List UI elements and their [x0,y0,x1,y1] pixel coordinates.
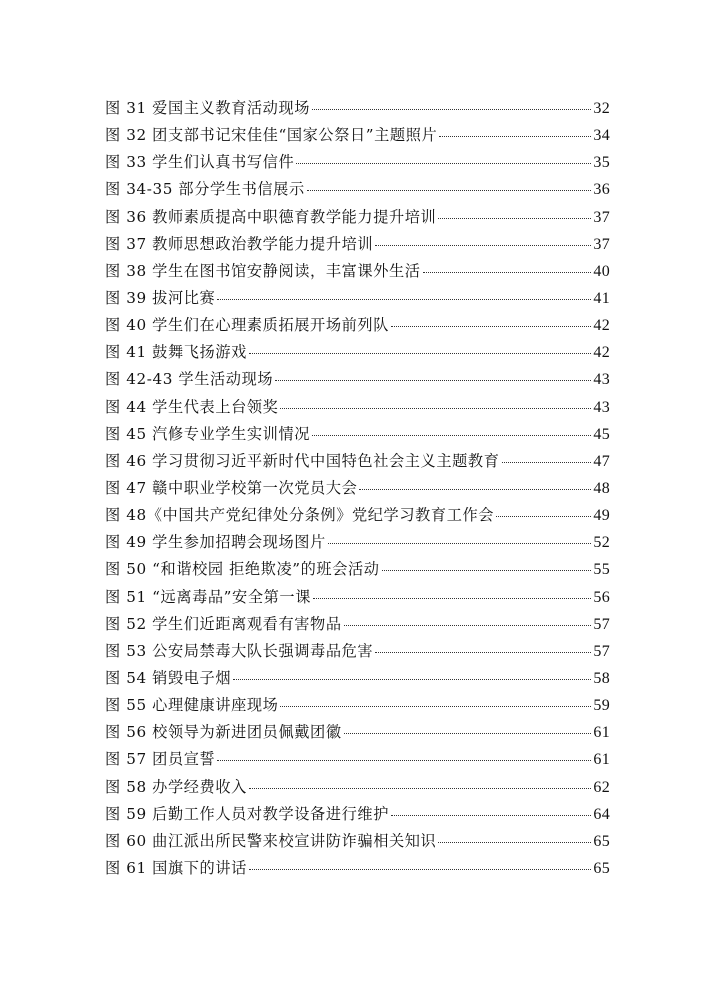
toc-entry[interactable] [105,584,610,611]
dot-leader [296,162,591,164]
toc-entry[interactable] [105,774,610,801]
toc-entry-page-number: 65 [593,832,610,850]
figure-index-list [105,95,610,882]
dot-leader [423,271,592,273]
toc-entry-page-number: 65 [593,859,610,877]
toc-entry-page-number: 37 [593,235,610,253]
dot-leader [438,841,591,843]
toc-entry-title: 图 45 汽修专业学生实训情况 [105,424,311,443]
toc-entry[interactable] [105,502,610,529]
toc-entry-title: 图 60 曲江派出所民警来校宣讲防诈骗相关知识 [105,831,437,850]
toc-entry-title: 图 54 销毁电子烟 [105,668,232,687]
toc-entry-page-number: 64 [593,805,610,823]
dot-leader [233,678,591,680]
toc-entry[interactable] [105,638,610,665]
dot-leader [328,542,592,544]
toc-entry[interactable] [105,394,610,421]
toc-entry-title: 图 38 学生在图书馆安静阅读，丰富课外生活 [105,261,421,280]
toc-entry[interactable] [105,529,610,556]
toc-entry[interactable] [105,828,610,855]
toc-entry-title: 图 51 “远离毒品”安全第一课 [105,587,311,606]
toc-entry-title: 图 59 后勤工作人员对教学设备进行维护 [105,804,389,823]
dot-leader [217,759,591,761]
toc-entry-page-number: 42 [593,344,610,362]
toc-entry[interactable] [105,475,610,502]
dot-leader [496,515,591,517]
toc-entry[interactable] [105,421,610,448]
toc-entry-page-number: 40 [593,262,610,280]
toc-entry[interactable] [105,122,610,149]
toc-entry-page-number: 47 [593,452,610,470]
toc-entry-page-number: 58 [593,669,610,687]
toc-entry-title: 图 34-35 部分学生书信展示 [105,180,305,199]
dot-leader [280,705,591,707]
dot-leader [439,135,591,137]
toc-entry-title: 图 56 校领导为新进团员佩戴团徽 [105,723,342,742]
toc-entry-page-number: 34 [593,127,610,145]
toc-entry-title: 图 46 学习贯彻习近平新时代中国特色社会主义主题教育 [105,451,500,470]
toc-entry[interactable] [105,665,610,692]
toc-entry-page-number: 52 [593,534,610,552]
toc-entry[interactable] [105,556,610,583]
dot-leader [391,325,591,327]
toc-entry-title: 图 52 学生们近距离观看有害物品 [105,614,342,633]
dot-leader [359,488,591,490]
toc-entry-title: 图 53 公安局禁毒大队长强调毒品危害 [105,641,374,660]
toc-entry-title: 图 44 学生代表上台领奖 [105,397,279,416]
toc-entry-title: 图 47 赣中职业学校第一次党员大会 [105,478,358,497]
toc-entry-page-number: 37 [593,208,610,226]
toc-entry[interactable] [105,692,610,719]
toc-entry-page-number: 43 [593,371,610,389]
toc-entry-page-number: 55 [593,561,610,579]
toc-entry-title: 图 39 拔河比赛 [105,288,216,307]
toc-entry-page-number: 57 [593,642,610,660]
dot-leader [312,434,591,436]
toc-entry-page-number: 43 [593,398,610,416]
toc-entry[interactable] [105,312,610,339]
dot-leader [375,244,591,246]
dot-leader [249,352,591,354]
toc-entry-title: 图 40 学生们在心理素质拓展开场前列队 [105,316,389,335]
dot-leader [344,732,592,734]
toc-entry-page-number: 36 [593,181,610,199]
dot-leader [249,868,591,870]
toc-entry-title: 图 50 “和谐校园 拒绝欺凌”的班会活动 [105,560,380,579]
dot-leader [344,624,592,626]
toc-entry-page-number: 48 [593,479,610,497]
toc-entry-title: 图 41 鼓舞飞扬游戏 [105,343,247,362]
toc-entry-title: 图 55 心理健康讲座现场 [105,696,279,715]
dot-leader [217,298,591,300]
toc-entry-page-number: 35 [593,154,610,172]
toc-entry-page-number: 59 [593,697,610,715]
toc-entry[interactable] [105,231,610,258]
dot-leader [313,597,591,599]
dot-leader [502,461,592,463]
toc-entry[interactable] [105,366,610,393]
dot-leader [280,407,591,409]
toc-entry[interactable] [105,611,610,638]
toc-entry[interactable] [105,176,610,203]
toc-entry-title: 图 48《中国共产党纪律处分条例》党纪学习教育工作会 [105,506,495,525]
dot-leader [375,651,591,653]
toc-entry[interactable] [105,719,610,746]
toc-entry-title: 图 32 团支部书记宋佳佳“国家公祭日”主题照片 [105,126,438,145]
toc-entry-page-number: 61 [593,724,610,742]
toc-entry-page-number: 49 [593,507,610,525]
dot-leader [307,189,592,191]
dot-leader [382,569,592,571]
dot-leader [275,379,591,381]
dot-leader [438,217,591,219]
toc-entry-title: 图 61 国旗下的讲话 [105,858,247,877]
toc-entry-title: 图 36 教师素质提高中职德育教学能力提升培训 [105,207,437,226]
toc-entry-page-number: 61 [593,751,610,769]
toc-entry-page-number: 42 [593,317,610,335]
toc-entry[interactable] [105,285,610,312]
toc-entry-page-number: 57 [593,615,610,633]
toc-entry-page-number: 45 [593,425,610,443]
toc-entry-title: 图 49 学生参加招聘会现场图片 [105,533,326,552]
toc-entry[interactable] [105,95,610,122]
toc-entry-title: 图 33 学生们认真书写信件 [105,153,295,172]
toc-entry-page-number: 41 [593,289,610,307]
toc-entry[interactable] [105,746,610,773]
toc-entry[interactable] [105,855,610,882]
toc-entry-page-number: 56 [593,588,610,606]
dot-leader [249,787,591,789]
toc-entry[interactable] [105,258,610,285]
toc-entry-title: 图 57 团员宣誓 [105,750,216,769]
toc-entry[interactable] [105,149,610,176]
toc-entry[interactable] [105,801,610,828]
toc-entry-title: 图 37 教师思想政治教学能力提升培训 [105,234,374,253]
toc-entry-page-number: 32 [593,100,610,117]
dot-leader [312,108,591,110]
toc-entry[interactable] [105,448,610,475]
toc-entry-page-number: 62 [593,778,610,796]
toc-entry[interactable] [105,204,610,231]
toc-entry-title: 图 31 爱国主义教育活动现场 [105,99,311,117]
toc-entry-title: 图 42-43 学生活动现场 [105,370,274,389]
toc-entry-title: 图 58 办学经费收入 [105,777,247,796]
dot-leader [391,814,591,816]
toc-entry[interactable] [105,339,610,366]
